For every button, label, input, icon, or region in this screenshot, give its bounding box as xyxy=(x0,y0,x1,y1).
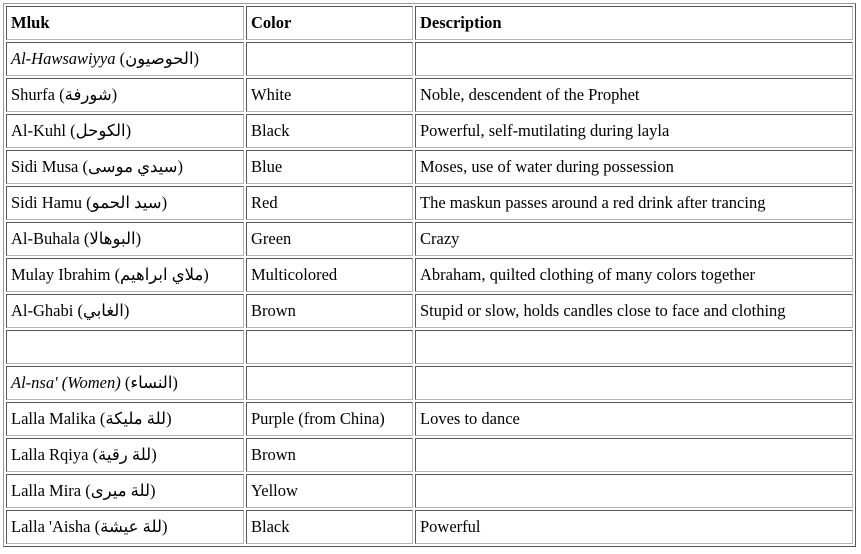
mluk-cell xyxy=(6,438,244,472)
mluk-arabic-name: (شورفة) xyxy=(59,85,118,104)
color-cell: Brown xyxy=(246,438,413,472)
mluk-name: Al-nsa' (Women) xyxy=(11,373,121,392)
mluk-cell xyxy=(6,114,244,148)
mluk-name: Sidi Musa xyxy=(11,157,79,176)
table-row xyxy=(6,474,853,508)
mluk-arabic-name: (سيد الحمو) xyxy=(86,193,168,212)
table-row xyxy=(6,366,853,400)
mluk-name: Shurfa xyxy=(11,85,55,104)
mluk-name: Lalla 'Aisha xyxy=(11,517,91,536)
mluk-cell xyxy=(6,42,244,76)
mluk-arabic-name: (للة عيشة) xyxy=(94,517,168,536)
description-cell xyxy=(415,474,853,508)
color-cell: Brown xyxy=(246,294,413,328)
table-body xyxy=(6,42,853,544)
mluk-name: Mulay Ibrahim xyxy=(11,265,111,284)
table-row xyxy=(6,150,853,184)
mluk-arabic-name: (الحوصيون) xyxy=(119,49,200,68)
description-cell: Loves to dance xyxy=(415,402,853,436)
mluk-arabic-name: (سيدي موسى) xyxy=(82,157,183,176)
mluk-name: Sidi Hamu xyxy=(11,193,83,212)
header-row xyxy=(6,6,853,40)
mluk-name: Al-Hawsawiyya xyxy=(11,49,116,68)
table-row xyxy=(6,78,853,112)
mluk-cell xyxy=(6,330,244,364)
mluk-table xyxy=(3,3,856,547)
table-row xyxy=(6,258,853,292)
mluk-cell xyxy=(6,294,244,328)
header-description: Description xyxy=(415,6,853,40)
description-cell: Stupid or slow, holds candles close to face and clothing xyxy=(415,294,853,328)
color-cell: Yellow xyxy=(246,474,413,508)
mluk-arabic-name: (للة رقية) xyxy=(92,445,157,464)
description-cell xyxy=(415,438,853,472)
mluk-cell xyxy=(6,150,244,184)
color-cell xyxy=(246,42,413,76)
mluk-cell xyxy=(6,222,244,256)
header-mluk: Mluk xyxy=(6,6,244,40)
mluk-name: Al-Ghabi xyxy=(11,301,74,320)
mluk-cell xyxy=(6,186,244,220)
description-cell: Powerful xyxy=(415,510,853,544)
description-cell: The maskun passes around a red drink after trancing xyxy=(415,186,853,220)
mluk-cell xyxy=(6,510,244,544)
color-cell xyxy=(246,366,413,400)
table-row xyxy=(6,402,853,436)
color-cell: White xyxy=(246,78,413,112)
mluk-name: Al-Kuhl xyxy=(11,121,66,140)
table-row xyxy=(6,330,853,364)
color-cell: Red xyxy=(246,186,413,220)
description-cell: Abraham, quilted clothing of many colors together xyxy=(415,258,853,292)
mluk-arabic-name: (للة مليكة) xyxy=(99,409,172,428)
color-cell: Black xyxy=(246,510,413,544)
mluk-cell xyxy=(6,474,244,508)
mluk-name: Lalla Mira xyxy=(11,481,82,500)
color-cell: Green xyxy=(246,222,413,256)
table-row xyxy=(6,222,853,256)
description-cell xyxy=(415,42,853,76)
color-cell: Multicolored xyxy=(246,258,413,292)
mluk-arabic-name: (النساء) xyxy=(124,373,178,392)
mluk-cell xyxy=(6,78,244,112)
table-row xyxy=(6,294,853,328)
mluk-name: Lalla Malika xyxy=(11,409,96,428)
mluk-arabic-name: (الكوحل) xyxy=(70,121,132,140)
description-cell xyxy=(415,330,853,364)
mluk-name: Lalla Rqiya xyxy=(11,445,89,464)
mluk-cell xyxy=(6,258,244,292)
mluk-arabic-name: (البوهالا) xyxy=(83,229,142,248)
mluk-arabic-name: (للة ميرى) xyxy=(85,481,156,500)
table-row xyxy=(6,186,853,220)
table-row xyxy=(6,438,853,472)
table-row xyxy=(6,114,853,148)
table-row xyxy=(6,510,853,544)
color-cell: Purple (from China) xyxy=(246,402,413,436)
table-row xyxy=(6,42,853,76)
mluk-name: Al-Buhala xyxy=(11,229,80,248)
description-cell xyxy=(415,366,853,400)
description-cell: Powerful, self-mutilating during layla xyxy=(415,114,853,148)
color-cell xyxy=(246,330,413,364)
description-cell: Moses, use of water during possession xyxy=(415,150,853,184)
mluk-arabic-name: (الغابي) xyxy=(77,301,130,320)
color-cell: Black xyxy=(246,114,413,148)
mluk-cell xyxy=(6,402,244,436)
description-cell: Crazy xyxy=(415,222,853,256)
color-cell: Blue xyxy=(246,150,413,184)
header-color: Color xyxy=(246,6,413,40)
description-cell: Noble, descendent of the Prophet xyxy=(415,78,853,112)
mluk-arabic-name: (ملاي ابراهيم) xyxy=(114,265,209,284)
mluk-cell xyxy=(6,366,244,400)
